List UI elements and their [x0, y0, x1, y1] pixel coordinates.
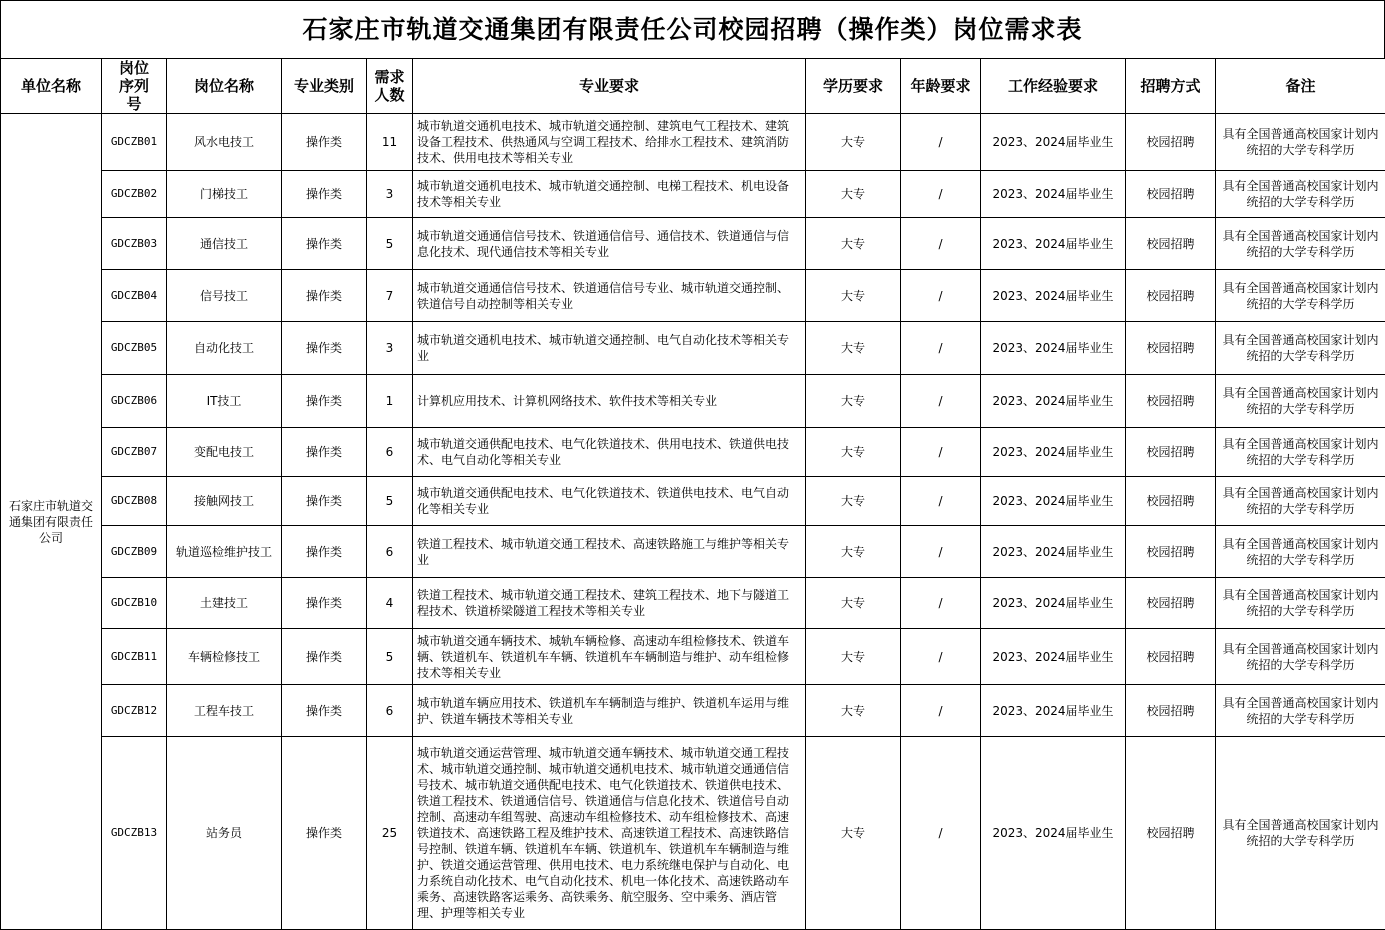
cell-age: / [901, 270, 981, 322]
cell-remark: 具有全国普通高校国家计划内统招的大学专科学历 [1216, 322, 1385, 375]
cell-major: 城市轨道交通供配电技术、电气化铁道技术、铁道供电技术、电气自动化等相关专业 [413, 477, 806, 526]
cell-category: 操作类 [282, 270, 367, 322]
cell-major: 城市轨道车辆应用技术、铁道机车车辆制造与维护、铁道机车运用与维护、铁道车辆技术等相关专业 [413, 685, 806, 737]
header-category: 专业类别 [282, 59, 367, 114]
cell-remark: 具有全国普通高校国家计划内统招的大学专科学历 [1216, 270, 1385, 322]
cell-name: 门梯技工 [167, 171, 282, 218]
cell-code: GDCZB12 [102, 685, 167, 737]
cell-experience: 2023、2024届毕业生 [981, 218, 1126, 270]
cell-name: 通信技工 [167, 218, 282, 270]
cell-name: 车辆检修技工 [167, 629, 282, 685]
cell-category: 操作类 [282, 322, 367, 375]
cell-category: 操作类 [282, 218, 367, 270]
cell-remark: 具有全国普通高校国家计划内统招的大学专科学历 [1216, 114, 1385, 171]
cell-age: / [901, 322, 981, 375]
cell-category: 操作类 [282, 629, 367, 685]
cell-experience: 2023、2024届毕业生 [981, 171, 1126, 218]
header-education: 学历要求 [806, 59, 901, 114]
cell-category: 操作类 [282, 428, 367, 477]
cell-remark: 具有全国普通高校国家计划内统招的大学专科学历 [1216, 685, 1385, 737]
cell-code: GDCZB08 [102, 477, 167, 526]
header-method: 招聘方式 [1126, 59, 1216, 114]
cell-age: / [901, 578, 981, 629]
cell-code: GDCZB06 [102, 375, 167, 428]
cell-count: 6 [367, 526, 413, 578]
cell-count: 6 [367, 685, 413, 737]
cell-count: 3 [367, 322, 413, 375]
cell-count: 5 [367, 477, 413, 526]
cell-count: 7 [367, 270, 413, 322]
cell-remark: 具有全国普通高校国家计划内统招的大学专科学历 [1216, 526, 1385, 578]
table-row [1, 526, 1385, 578]
cell-code: GDCZB01 [102, 114, 167, 171]
cell-name: 变配电技工 [167, 428, 282, 477]
cell-remark: 具有全国普通高校国家计划内统招的大学专科学历 [1216, 737, 1385, 930]
cell-count: 11 [367, 114, 413, 171]
cell-age: / [901, 218, 981, 270]
cell-method: 校园招聘 [1126, 218, 1216, 270]
cell-age: / [901, 685, 981, 737]
cell-method: 校园招聘 [1126, 322, 1216, 375]
cell-name: 信号技工 [167, 270, 282, 322]
cell-age: / [901, 526, 981, 578]
cell-method: 校园招聘 [1126, 526, 1216, 578]
cell-category: 操作类 [282, 171, 367, 218]
cell-count: 1 [367, 375, 413, 428]
cell-category: 操作类 [282, 526, 367, 578]
cell-experience: 2023、2024届毕业生 [981, 685, 1126, 737]
cell-name: 工程车技工 [167, 685, 282, 737]
table-row [1, 477, 1385, 526]
table-row [1, 629, 1385, 685]
cell-code: GDCZB07 [102, 428, 167, 477]
cell-age: / [901, 737, 981, 930]
header-experience: 工作经验要求 [981, 59, 1126, 114]
table-row [1, 428, 1385, 477]
cell-code: GDCZB10 [102, 578, 167, 629]
header-major: 专业要求 [413, 59, 806, 114]
cell-name: 站务员 [167, 737, 282, 930]
cell-method: 校园招聘 [1126, 428, 1216, 477]
cell-experience: 2023、2024届毕业生 [981, 578, 1126, 629]
cell-method: 校园招聘 [1126, 629, 1216, 685]
cell-method: 校园招聘 [1126, 114, 1216, 171]
cell-method: 校园招聘 [1126, 737, 1216, 930]
cell-major: 城市轨道交通车辆技术、城轨车辆检修、高速动车组检修技术、铁道车辆、铁道机车、铁道机车车辆、铁道机车车辆制造与维护、动车组检修技术等相关专业 [413, 629, 806, 685]
cell-remark: 具有全国普通高校国家计划内统招的大学专科学历 [1216, 171, 1385, 218]
cell-remark: 具有全国普通高校国家计划内统招的大学专科学历 [1216, 578, 1385, 629]
header-count-label: 需求人数 [373, 68, 407, 104]
cell-education: 大专 [806, 218, 901, 270]
cell-count: 25 [367, 737, 413, 930]
cell-name: 轨道巡检维护技工 [167, 526, 282, 578]
header-remark: 备注 [1216, 59, 1385, 114]
cell-code: GDCZB11 [102, 629, 167, 685]
cell-major: 城市轨道交通机电技术、城市轨道交通控制、电气自动化技术等相关专业 [413, 322, 806, 375]
cell-education: 大专 [806, 322, 901, 375]
cell-major: 城市轨道交通通信信号技术、铁道通信信号、通信技术、铁道通信与信息化技术、现代通信技术等相关专业 [413, 218, 806, 270]
cell-age: / [901, 428, 981, 477]
cell-major: 城市轨道交通机电技术、城市轨道交通控制、电梯工程技术、机电设备技术等相关专业 [413, 171, 806, 218]
table-row [1, 171, 1385, 218]
header-unit: 单位名称 [1, 59, 102, 114]
cell-count: 3 [367, 171, 413, 218]
cell-experience: 2023、2024届毕业生 [981, 428, 1126, 477]
cell-code: GDCZB04 [102, 270, 167, 322]
cell-education: 大专 [806, 375, 901, 428]
cell-code: GDCZB05 [102, 322, 167, 375]
cell-count: 6 [367, 428, 413, 477]
table-header-row [1, 59, 1385, 114]
cell-count: 5 [367, 218, 413, 270]
cell-name: IT技工 [167, 375, 282, 428]
header-name: 岗位名称 [167, 59, 282, 114]
table-row [1, 737, 1385, 930]
cell-code: GDCZB13 [102, 737, 167, 930]
cell-major: 铁道工程技术、城市轨道交通工程技术、建筑工程技术、地下与隧道工程技术、铁道桥梁隧道工程技术等相关专业 [413, 578, 806, 629]
cell-age: / [901, 114, 981, 171]
cell-education: 大专 [806, 477, 901, 526]
cell-code: GDCZB09 [102, 526, 167, 578]
cell-method: 校园招聘 [1126, 171, 1216, 218]
cell-code: GDCZB03 [102, 218, 167, 270]
cell-name: 接触网技工 [167, 477, 282, 526]
cell-education: 大专 [806, 578, 901, 629]
cell-education: 大专 [806, 526, 901, 578]
header-count [367, 59, 413, 114]
table-row [1, 685, 1385, 737]
table-row [1, 218, 1385, 270]
cell-education: 大专 [806, 270, 901, 322]
cell-age: / [901, 477, 981, 526]
cell-category: 操作类 [282, 737, 367, 930]
table-row [1, 114, 1385, 171]
cell-category: 操作类 [282, 578, 367, 629]
cell-experience: 2023、2024届毕业生 [981, 737, 1126, 930]
cell-education: 大专 [806, 428, 901, 477]
cell-experience: 2023、2024届毕业生 [981, 526, 1126, 578]
cell-experience: 2023、2024届毕业生 [981, 477, 1126, 526]
cell-education: 大专 [806, 171, 901, 218]
cell-education: 大专 [806, 629, 901, 685]
table-row [1, 322, 1385, 375]
job-requirements-table [0, 58, 1385, 930]
cell-count: 4 [367, 578, 413, 629]
cell-category: 操作类 [282, 685, 367, 737]
cell-name: 土建技工 [167, 578, 282, 629]
cell-method: 校园招聘 [1126, 270, 1216, 322]
cell-education: 大专 [806, 685, 901, 737]
cell-age: / [901, 375, 981, 428]
cell-remark: 具有全国普通高校国家计划内统招的大学专科学历 [1216, 428, 1385, 477]
cell-count: 5 [367, 629, 413, 685]
table-row [1, 578, 1385, 629]
cell-code: GDCZB02 [102, 171, 167, 218]
cell-major: 计算机应用技术、计算机网络技术、软件技术等相关专业 [413, 375, 806, 428]
cell-remark: 具有全国普通高校国家计划内统招的大学专科学历 [1216, 629, 1385, 685]
cell-method: 校园招聘 [1126, 685, 1216, 737]
header-age: 年龄要求 [901, 59, 981, 114]
cell-major: 城市轨道交通运营管理、城市轨道交通车辆技术、城市轨道交通工程技术、城市轨道交通控制、城市轨道交通机电技术、城市轨道交通通信信号技术、城市轨道交通供配电技术、电气化铁道技术、铁道供电技术、铁道工程技术、铁道通信信号、铁道通信与信息化技术、铁道信号自动控制、高速动车组驾驶、高速动车组检修技术、动车组检修技术、高速铁道技术、高速铁路工程及维护技术、高速铁道工程技术、高速铁路信号控制、铁道车辆、铁道机车车辆、铁道机车、铁道机车车辆制造与维护、铁道交通运营管理、供用电技术、电力系统继电保护与自动化、电力系统自动化技术、电气自动化技术、机电一体化技术、高速铁路动车乘务、高速铁路客运乘务、高铁乘务、航空服务、空中乘务、酒店管理、护理等相关专业 [413, 737, 806, 930]
cell-experience: 2023、2024届毕业生 [981, 375, 1126, 428]
cell-experience: 2023、2024届毕业生 [981, 322, 1126, 375]
cell-category: 操作类 [282, 375, 367, 428]
cell-category: 操作类 [282, 477, 367, 526]
cell-experience: 2023、2024届毕业生 [981, 114, 1126, 171]
cell-experience: 2023、2024届毕业生 [981, 629, 1126, 685]
cell-age: / [901, 171, 981, 218]
cell-method: 校园招聘 [1126, 375, 1216, 428]
header-code-label: 岗位序列号 [112, 59, 156, 113]
cell-major: 铁道工程技术、城市轨道交通工程技术、高速铁路施工与维护等相关专业 [413, 526, 806, 578]
cell-name: 风水电技工 [167, 114, 282, 171]
cell-remark: 具有全国普通高校国家计划内统招的大学专科学历 [1216, 375, 1385, 428]
header-code [102, 59, 167, 114]
cell-education: 大专 [806, 737, 901, 930]
cell-name: 自动化技工 [167, 322, 282, 375]
cell-major: 城市轨道交通通信信号技术、铁道通信信号专业、城市轨道交通控制、铁道信号自动控制等相关专业 [413, 270, 806, 322]
cell-major: 城市轨道交通供配电技术、电气化铁道技术、供用电技术、铁道供电技术、电气自动化等相关专业 [413, 428, 806, 477]
cell-age: / [901, 629, 981, 685]
cell-major: 城市轨道交通机电技术、城市轨道交通控制、建筑电气工程技术、建筑设备工程技术、供热通风与空调工程技术、给排水工程技术、建筑消防技术、供用电技术等相关专业 [413, 114, 806, 171]
page-title: 石家庄市轨道交通集团有限责任公司校园招聘（操作类）岗位需求表 [0, 0, 1385, 58]
cell-method: 校园招聘 [1126, 578, 1216, 629]
table-row [1, 375, 1385, 428]
table-row [1, 270, 1385, 322]
unit-name-cell: 石家庄市轨道交通集团有限责任公司 [1, 114, 102, 930]
cell-remark: 具有全国普通高校国家计划内统招的大学专科学历 [1216, 477, 1385, 526]
cell-method: 校园招聘 [1126, 477, 1216, 526]
cell-education: 大专 [806, 114, 901, 171]
cell-category: 操作类 [282, 114, 367, 171]
cell-experience: 2023、2024届毕业生 [981, 270, 1126, 322]
cell-remark: 具有全国普通高校国家计划内统招的大学专科学历 [1216, 218, 1385, 270]
